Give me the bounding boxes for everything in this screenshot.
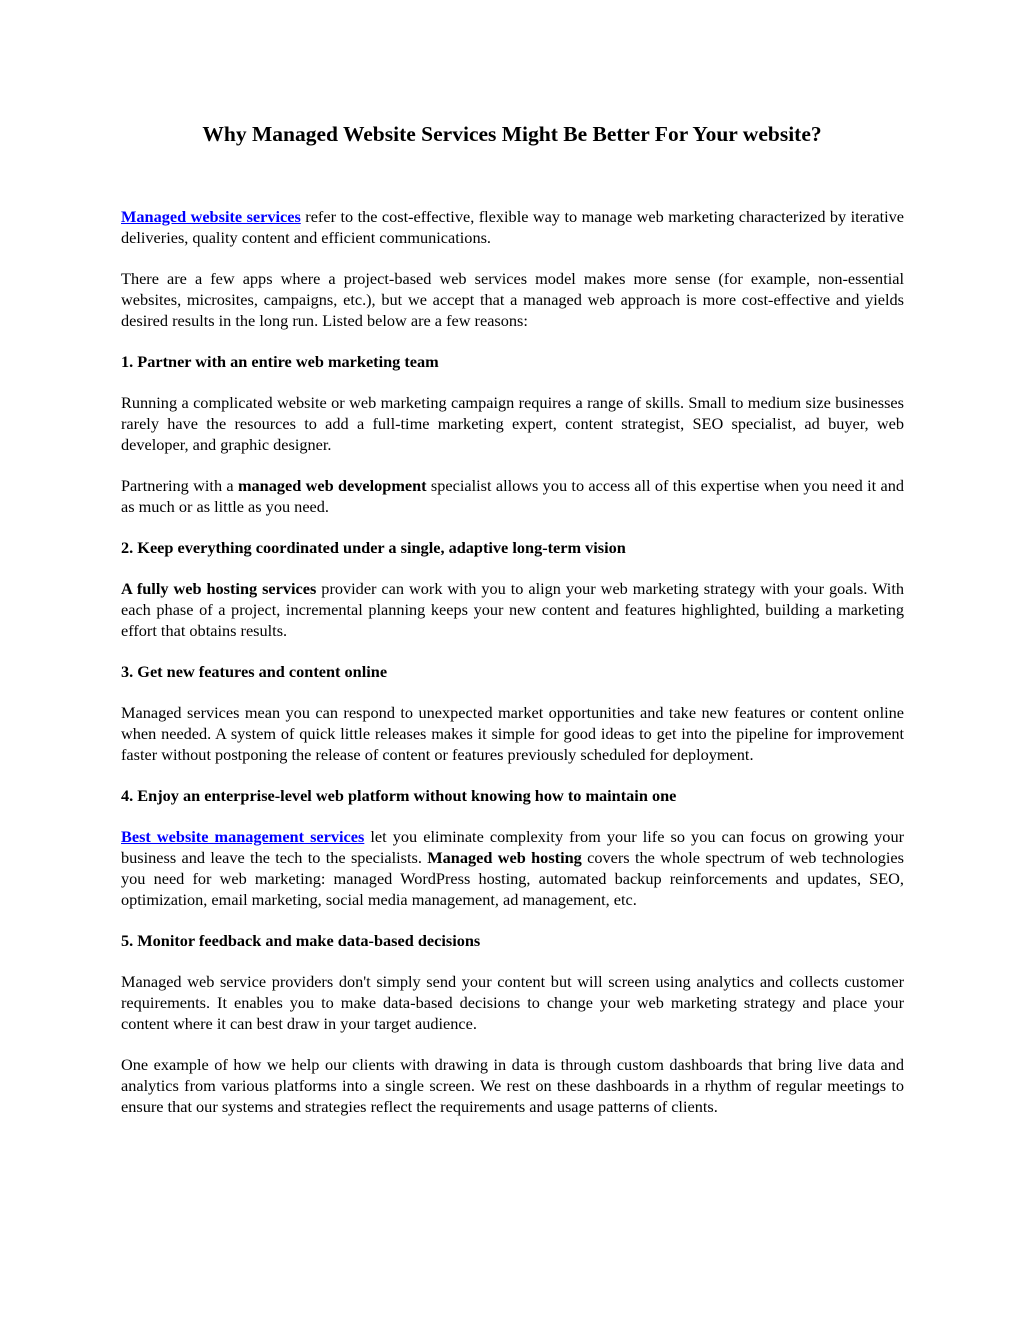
section-2-paragraph-1 [121, 578, 904, 641]
section-4-heading: 4. Enjoy an enterprise-level web platform without knowing how to maintain one [121, 786, 677, 805]
section-2-heading: 2. Keep everything coordinated under a single, adaptive long-term vision [121, 538, 626, 557]
section-1-p2-after: specialist allows you to access all of this expertise when you need it and as much or as little as you need. [121, 476, 904, 516]
managed-web-development-bold: managed web development [237, 476, 427, 495]
section-3-paragraph-1: Managed services mean you can respond to unexpected market opportunities and take new features or content online when needed. A system of quick little releases makes it simple for good ideas to get into the pipeline for improvement faster without postponing the release of content or features previously scheduled for deployment. [121, 703, 904, 764]
section-1-paragraph-2 [121, 475, 904, 517]
section-5-heading: 5. Monitor feedback and make data-based decisions [121, 931, 481, 950]
intro-text: refer to the cost-effective, flexible way to manage web marketing characterized by iterative deliveries, quality content and efficient communications. [121, 207, 904, 247]
best-website-management-services-link[interactable]: Best website management services [121, 827, 365, 846]
intro-paragraph [121, 206, 904, 248]
section-4-paragraph-1 [121, 826, 904, 910]
managed-website-services-link[interactable]: Managed website services [121, 207, 301, 226]
web-hosting-services-bold: A fully web hosting services [121, 579, 317, 598]
section-1-p2-before: Partnering with a [121, 476, 238, 495]
section-5-paragraph-1: Managed web service providers don't simply send your content but will screen using analytics and collects customer requirements. It enables you to make data-based decisions to change your web marketing strategy and place your content where it can best draw in your target audience. [121, 972, 904, 1033]
section-1-heading: 1. Partner with an entire web marketing team [121, 352, 439, 371]
managed-web-hosting-bold: Managed web hosting [427, 848, 582, 867]
page-title: Why Managed Website Services Might Be Better For Your website? [202, 122, 822, 146]
section-5-paragraph-2: One example of how we help our clients with drawing in data is through custom dashboards that bring live data and analytics from various platforms into a single screen. We rest on these dashboards in a rhythm of regular meetings to ensure that our systems and strategies reflect the requirements and usage patterns of clients. [121, 1055, 904, 1116]
document-body [121, 206, 904, 1137]
section-3-heading: 3. Get new features and content online [121, 662, 388, 681]
reasons-intro-paragraph: There are a few apps where a project-based web services model makes more sense (for example, non-essential websites, microsites, campaigns, etc.), but we accept that a managed web approach is more cost-effective and yields desired results in the long run. Listed below are a few reasons: [121, 269, 904, 330]
section-4-p1-mid: let you eliminate complexity from your life so you can focus on growing your business and leave the tech to the specialists. [121, 827, 905, 867]
section-1-paragraph-1: Running a complicated website or web marketing campaign requires a range of skills. Small to medium size businesses rarely have the resources to add a full-time marketing expert, content strategist, SEO specialist, ad buyer, web developer, and graphic designer. [121, 393, 904, 454]
section-2-p1-after: provider can work with you to align your web marketing strategy with your goals. With each phase of a project, incremental planning keeps your new content and features highlighted, building a marketing effort that obtains results. [121, 579, 904, 640]
section-4-p1-after: covers the whole spectrum of web technologies you need for web marketing: managed WordPress hosting, automated backup reinforcements and updates, SEO, optimization, email marketing, social media management, ad management, etc. [121, 848, 904, 909]
